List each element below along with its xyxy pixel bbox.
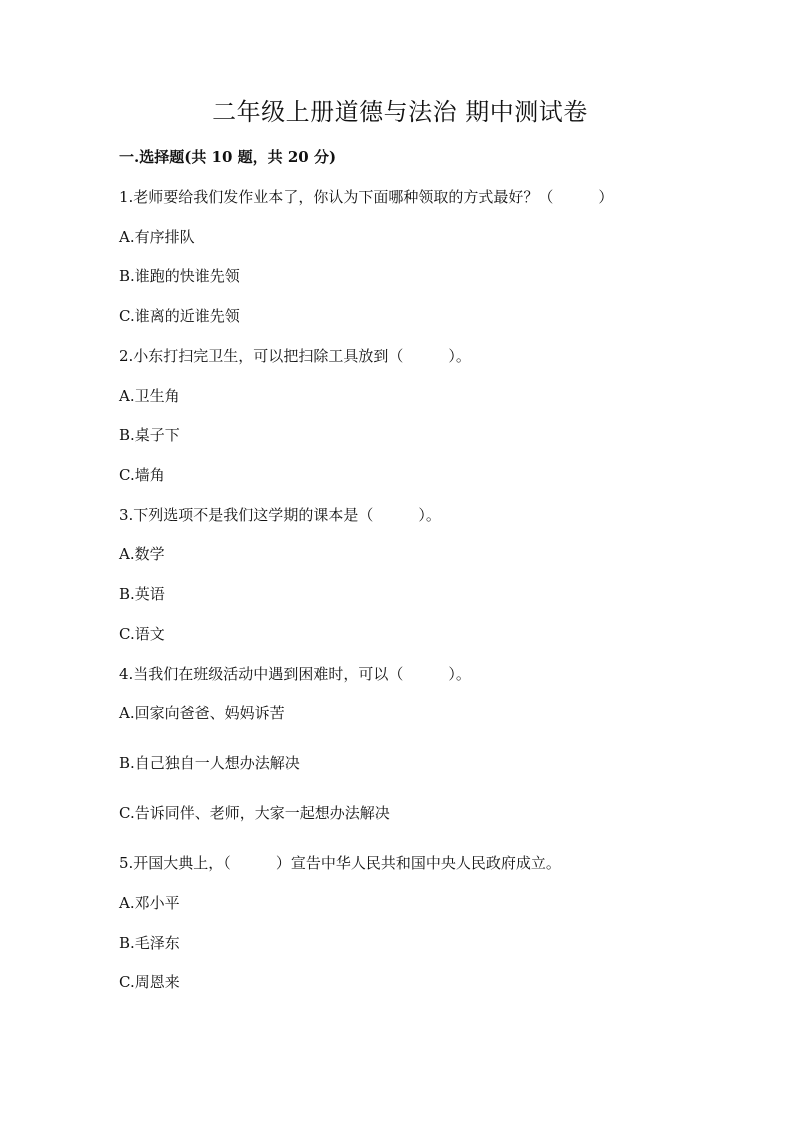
question-2-option-c: C.墙角: [119, 466, 165, 484]
question-3-option-c: C.语文: [119, 625, 165, 643]
question-5-option-a: A.邓小平: [119, 894, 180, 912]
section-heading: 一.选择题(共 10 题，共 20 分): [119, 148, 337, 166]
question-3-option-b: B.英语: [119, 585, 165, 603]
question-stem-5: 5.开国大典上，（ ）宣告中华人民共和国中央人民政府成立。: [119, 854, 561, 872]
question-4-option-a: A.回家向爸爸、妈妈诉苦: [119, 704, 285, 722]
question-2-option-a: A.卫生角: [119, 387, 180, 405]
question-5-option-b: B.毛泽东: [119, 934, 180, 952]
exam-title: 二年级上册道德与法治 期中测试卷: [212, 98, 588, 126]
question-5-option-c: C.周恩来: [119, 973, 180, 991]
question-4-option-c: C.告诉同伴、老师，大家一起想办法解决: [119, 804, 390, 822]
question-3-option-a: A.数学: [119, 545, 165, 563]
question-1-option-a: A.有序排队: [119, 228, 195, 246]
question-1-option-b: B.谁跑的快谁先领: [119, 267, 240, 285]
question-stem-2: 2.小东打扫完卫生，可以把扫除工具放到（ ）。: [119, 347, 471, 365]
question-1-option-c: C.谁离的近谁先领: [119, 307, 240, 325]
question-stem-3: 3.下列选项不是我们这学期的课本是（ ）。: [119, 506, 441, 524]
question-stem-1: 1.老师要给我们发作业本了，你认为下面哪种领取的方式最好？（ ）: [119, 188, 614, 206]
question-4-option-b: B.自己独自一人想办法解决: [119, 754, 300, 772]
question-2-option-b: B.桌子下: [119, 426, 180, 444]
question-stem-4: 4.当我们在班级活动中遇到困难时，可以（ ）。: [119, 665, 471, 683]
